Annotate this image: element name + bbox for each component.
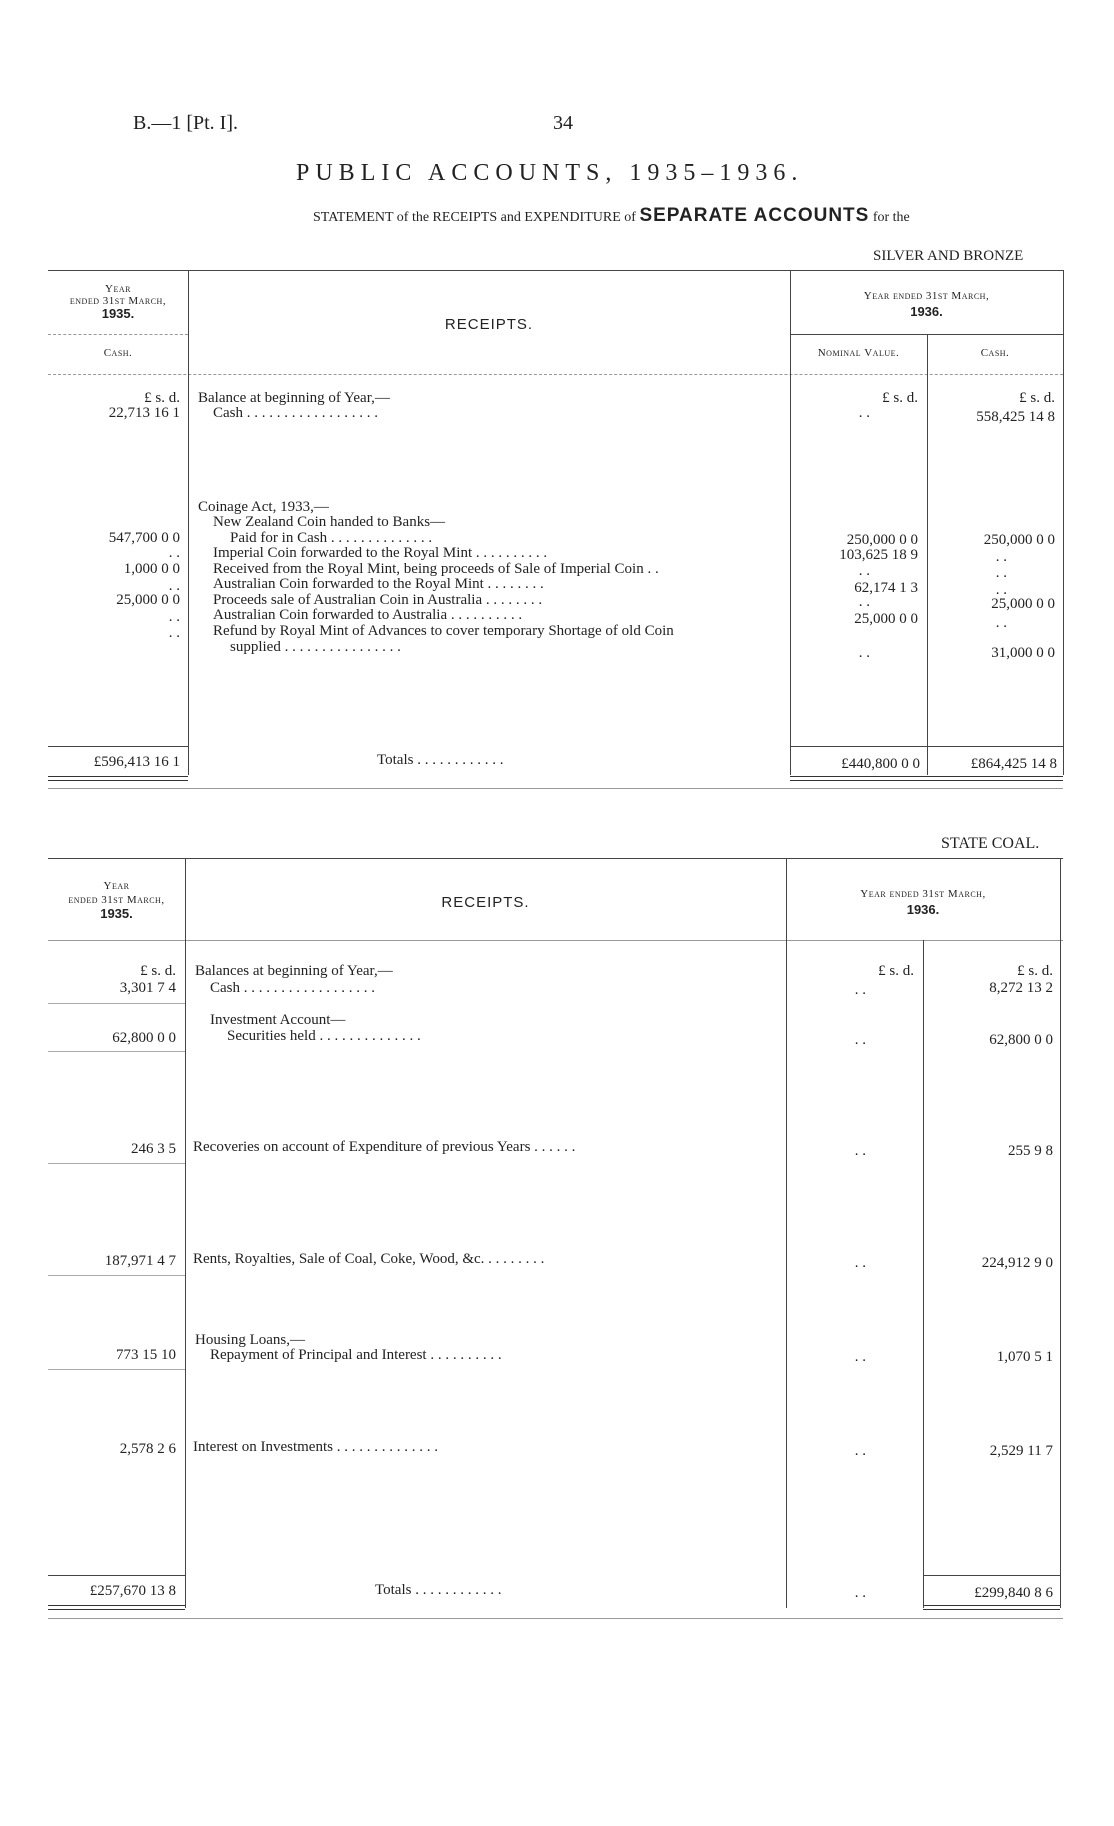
silver-row-left: . . [168,578,180,594]
coal-section-title: STATE COAL. [941,835,1040,852]
silver-row-desc: Coinage Act, 1933,— [198,499,329,515]
silver-vline-4 [1063,270,1064,775]
silver-row-desc: New Zealand Coin handed to Banks— [213,514,446,530]
coal-vline-1 [185,858,186,1608]
silver-row-cash: . . [995,565,1007,581]
silver-row-desc: supplied . . . . . . . . . . . . . . . . [230,639,401,655]
silver-hdr-year-right-1: Year ended 31st March, [863,290,990,302]
coal-row-desc: Interest on Investments . . . . . . . . . . . . . . [193,1439,438,1455]
silver-section-title: SILVER AND BRONZE [873,248,1024,264]
page-title: PUBLIC ACCOUNTS, 1935–1936. [296,160,804,186]
page-ref: B.—1 [Pt. I]. [133,112,238,134]
coal-hdr-year-left-3: 1935. [100,906,133,921]
silver-row-cash: . . [995,615,1007,631]
silver-row-desc: Cash . . . . . . . . . . . . . . . . . . [213,405,378,421]
silver-bottom-rule [48,788,1063,789]
silver-row-nominal: 25,000 0 0 [854,611,918,627]
silver-total-cash: £864,425 14 8 [970,756,1057,772]
coal-left-sep-5 [48,1369,185,1370]
statement-prefix: STATEMENT of the RECEIPTS and EXPENDITURE of [313,210,636,225]
silver-hdr-receipts: RECEIPTS. [444,316,534,333]
coal-row-mid: . . [854,1143,866,1159]
silver-row-desc: Imperial Coin forwarded to the Royal Mint . . . . . . . . . . [213,545,548,561]
silver-vline-2 [790,270,791,775]
coal-left-sep-4 [48,1275,185,1276]
silver-top-rule [48,270,1063,271]
coal-row-left: 3,301 7 4 [119,980,176,996]
coal-row-desc: Repayment of Principal and Interest . . . . . . . . . . [210,1347,502,1363]
silver-total-nominal: £440,800 0 0 [841,756,920,772]
silver-row-desc: Australian Coin forwarded to Australia . . . . . . . . . . [213,607,523,623]
coal-units-left: £ s. d. [140,963,176,979]
coal-hdr-year-left-2: ended 31st March, [68,894,165,906]
silver-total-left: £596,413 16 1 [93,754,180,770]
page-number: 34 [553,112,573,134]
coal-row-left: 773 15 10 [116,1347,176,1363]
coal-left-sep-1 [48,1003,185,1004]
silver-row-desc: Balance at beginning of Year,— [198,390,390,406]
silver-hdr-year-right-2: 1936. [910,304,943,319]
silver-subhead-rule-left [48,334,188,335]
silver-row-cash: . . [995,582,1007,598]
coal-total-rule-right [923,1575,1060,1576]
silver-units-cash: £ s. d. [1019,390,1055,406]
silver-row-desc: Received from the Royal Mint, being proceeds of Sale of Imperial Coin . . [213,561,659,577]
silver-row-left: . . [168,625,180,641]
silver-row-left: . . [168,609,180,625]
silver-row-nominal: 103,625 18 9 [839,547,918,563]
silver-hdr-year-left-2: ended 31st March, [69,295,167,307]
coal-row-right: 224,912 9 0 [981,1255,1053,1271]
coal-row-right: 8,272 13 2 [989,980,1053,996]
silver-row-cash: 250,000 0 0 [983,532,1055,548]
silver-hdr-year-left-3: 1935. [101,306,135,321]
silver-units-nominal: £ s. d. [882,390,918,406]
coal-hdr-year-left-1: Year [103,880,130,892]
silver-row-left: . . [168,545,180,561]
silver-row-desc: Australian Coin forwarded to the Royal Mint . . . . . . . . [213,576,544,592]
coal-head-bottom-rule [48,940,1063,941]
coal-row-mid: . . [854,982,866,998]
silver-hdr-year-left-1: Year [105,283,131,295]
silver-row-nominal: . . [858,405,870,421]
silver-hdr-cash-right: Cash. [980,347,1010,359]
coal-row-desc: Cash . . . . . . . . . . . . . . . . . . [210,980,375,996]
silver-row-left: 22,713 16 1 [108,405,180,421]
silver-row-cash: 558,425 14 8 [976,409,1055,425]
coal-row-desc: Balances at beginning of Year,— [195,963,393,979]
silver-row-nominal: 62,174 1 3 [854,580,918,596]
coal-top-rule [48,858,1063,859]
statement-suffix: for the [872,210,910,225]
silver-units-left: £ s. d. [144,390,180,406]
silver-row-left: 547,700 0 0 [108,530,180,546]
coal-total-rule-left [48,1575,185,1576]
silver-totals-label: Totals . . . . . . . . . . . . [377,752,504,768]
silver-total-rule-left [48,746,188,747]
silver-row-cash: 25,000 0 0 [991,596,1055,612]
silver-row-nominal: 250,000 0 0 [846,532,918,548]
coal-row-desc: Investment Account— [210,1012,346,1028]
coal-row-mid: . . [854,1255,866,1271]
coal-row-desc: Housing Loans,— [195,1332,305,1348]
coal-total-right: £299,840 8 6 [974,1585,1053,1601]
silver-total-rule-right [927,746,1063,747]
coal-total-double-rule-right [923,1605,1060,1610]
coal-units-mid: £ s. d. [878,963,914,979]
coal-row-mid: . . [854,1032,866,1048]
silver-hdr-nominal: Nominal Value. [817,347,900,359]
coal-row-left: 187,971 4 7 [104,1253,176,1269]
coal-row-left: 62,800 0 0 [112,1030,176,1046]
coal-total-mid: . . [854,1585,866,1601]
coal-row-desc: Rents, Royalties, Sale of Coal, Coke, Wood, &c. . . . . . . . . [193,1251,545,1267]
silver-vline-1 [188,270,189,775]
coal-vline-4 [1060,858,1061,1608]
statement-line [313,205,910,227]
coal-row-mid: . . [854,1349,866,1365]
coal-hdr-receipts: RECEIPTS. [441,894,530,911]
silver-hdr-cash-left: Cash. [103,347,133,359]
coal-row-right: 255 9 8 [1008,1143,1053,1159]
coal-total-double-rule-left [48,1605,185,1610]
coal-row-left: 2,578 2 6 [119,1441,176,1457]
silver-total-double-rule-left [48,776,188,781]
coal-row-left: 246 3 5 [131,1141,176,1157]
silver-row-cash: . . [995,549,1007,565]
coal-row-mid: . . [854,1443,866,1459]
silver-row-desc: Paid for in Cash . . . . . . . . . . . . . . [230,530,433,546]
coal-row-right: 2,529 11 7 [989,1443,1053,1459]
silver-head-bottom-rule [48,374,1063,375]
silver-row-desc: Proceeds sale of Australian Coin in Australia . . . . . . . . [213,592,543,608]
silver-row-cash: 31,000 0 0 [991,645,1055,661]
coal-hdr-year-right-1: Year ended 31st March, [860,888,986,900]
coal-row-desc: Recoveries on account of Expenditure of previous Years . . . . . . [193,1139,576,1155]
coal-left-sep-3 [48,1163,185,1164]
coal-row-desc: Securities held . . . . . . . . . . . . . . [227,1028,421,1044]
silver-row-nominal: . . [858,645,870,661]
silver-row-desc: Refund by Royal Mint of Advances to cover temporary Shortage of old Coin [213,623,674,639]
silver-total-double-rule-mid [790,776,927,781]
silver-total-rule-mid [790,746,927,747]
silver-row-left: 25,000 0 0 [116,592,180,608]
coal-total-left: £257,670 13 8 [89,1583,176,1599]
silver-row-nominal: . . [858,563,870,579]
coal-left-sep-2 [48,1051,185,1052]
coal-row-right: 1,070 5 1 [996,1349,1053,1365]
coal-bottom-rule [48,1618,1063,1619]
silver-total-double-rule-right [927,776,1063,781]
silver-row-left: 1,000 0 0 [123,561,180,577]
silver-row-nominal: . . [858,594,870,610]
coal-units-right: £ s. d. [1017,963,1053,979]
coal-hdr-year-right-2: 1936. [906,902,940,917]
coal-row-right: 62,800 0 0 [989,1032,1053,1048]
statement-bold: SEPARATE ACCOUNTS [639,205,870,226]
coal-totals-label: Totals . . . . . . . . . . . . [375,1582,502,1598]
